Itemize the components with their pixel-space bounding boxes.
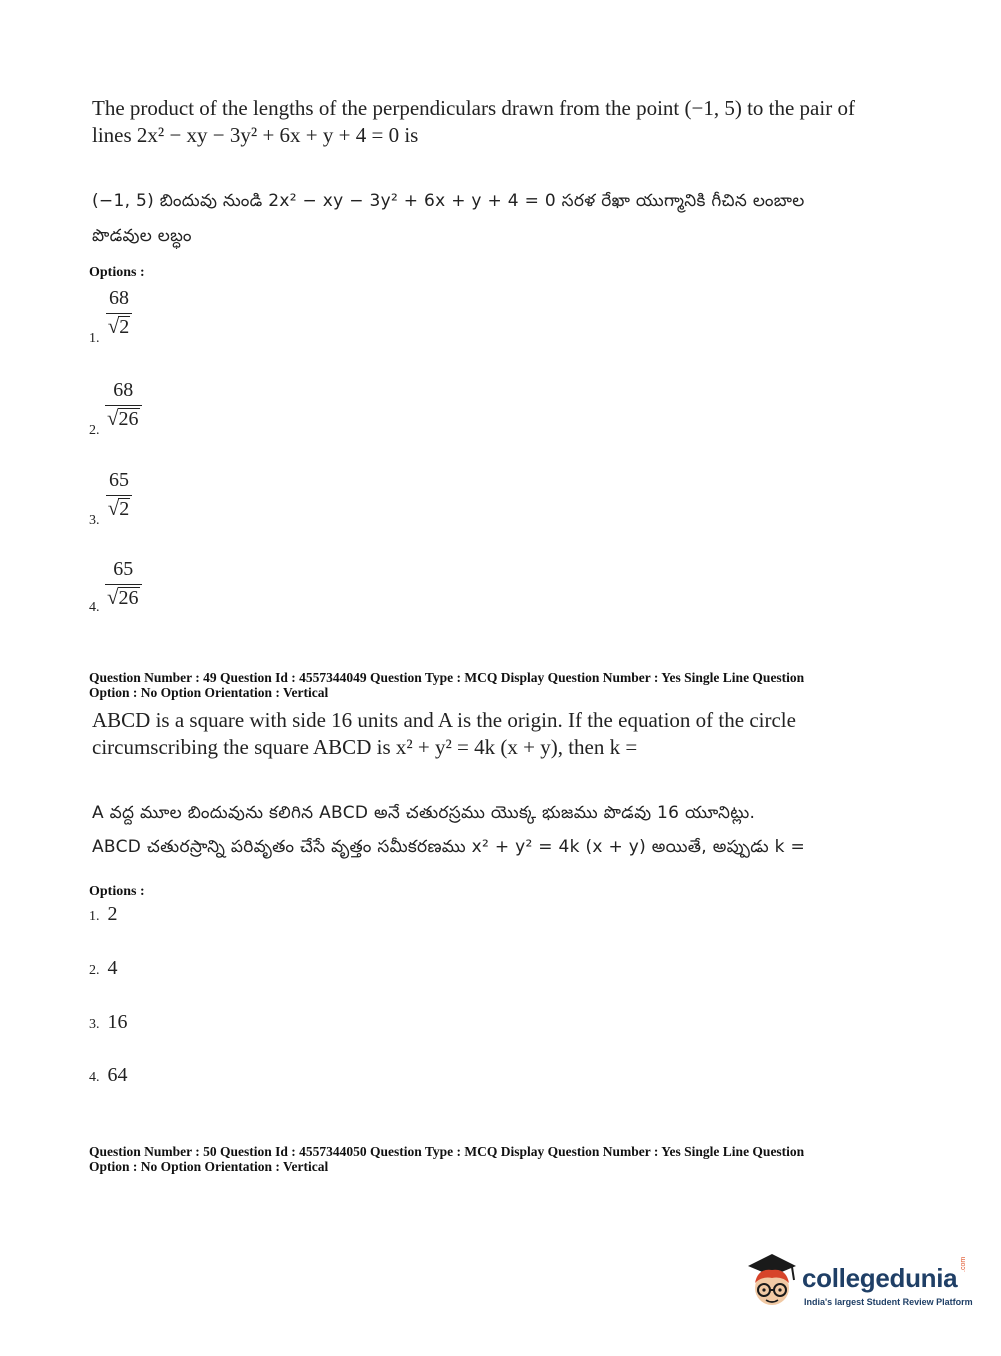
fraction: 68 √ 2 — [105, 287, 133, 339]
q49-option-1[interactable] — [89, 903, 118, 926]
option-number: 4. — [89, 600, 100, 615]
q48-text-te-line1: (−1, 5) బిందువు నుండి 2x² − xy − 3y² + 6x + y + 4 = 0 సరళ రేఖా యుగ్మానికి గీచిన లంబాల — [92, 191, 805, 211]
radicand: 2 — [119, 316, 130, 338]
q49-option-4[interactable] — [89, 1064, 128, 1087]
q49-text-en-line1: ABCD is a square with side 16 units and A is the origin. If the equation of the circle — [92, 708, 796, 732]
q49-text-te-line1: A వద్ద మూల బిందువును కలిగిన ABCD అనే చతురస్రము యొక్క భుజము పొడవు 16 యూనిట్లు. — [92, 803, 756, 823]
q49-option-3[interactable] — [89, 1011, 128, 1034]
option-number: 1. — [89, 331, 100, 346]
numerator: 65 — [113, 558, 134, 580]
numerator: 68 — [113, 379, 134, 401]
q49-options-label: Options : — [89, 884, 145, 899]
q49-meta-line2: Option : No Option Orientation : Vertical — [89, 685, 329, 700]
q48-options-label: Options : — [89, 265, 145, 280]
fraction: 65 √ 26 — [105, 558, 142, 610]
option-number: 2. — [89, 963, 100, 978]
radicand: 26 — [118, 408, 139, 430]
mascot-icon — [742, 1250, 802, 1312]
q48-text-te-line2: పొడవుల లబ్ధం — [92, 226, 192, 246]
numerator: 68 — [109, 287, 129, 309]
option-value: 64 — [107, 1064, 128, 1086]
logo-suffix: .com — [960, 1256, 967, 1272]
option-number: 3. — [89, 1017, 100, 1032]
radicand: 2 — [119, 498, 130, 520]
q49-meta-line1: Question Number : 49 Question Id : 4557344049 Question Type : MCQ Display Question Number : Yes Single Line Question — [89, 670, 805, 685]
option-number: 2. — [89, 423, 100, 438]
q48-text-en-line1: The product of the lengths of the perpendiculars drawn from the point (−1, 5) to the pair of — [92, 96, 855, 120]
radicand: 26 — [118, 587, 139, 609]
logo-tagline: India's largest Student Review Platform — [804, 1297, 973, 1307]
option-number: 1. — [89, 909, 100, 924]
q49-text-te-line2: ABCD చతురస్రాన్ని పరివృతం చేసే వృత్తం సమీకరణము x² + y² = 4k (x + y) అయితే, అప్పుడు k = — [92, 837, 806, 857]
q49-option-2[interactable] — [89, 957, 118, 980]
fraction: 68 √ 26 — [105, 379, 142, 431]
option-value: 4 — [107, 957, 118, 979]
q50-meta-line1: Question Number : 50 Question Id : 4557344050 Question Type : MCQ Display Question Number : Yes Single Line Question — [89, 1144, 805, 1159]
option-value: 2 — [107, 903, 118, 925]
fraction: 65 √ 2 — [105, 469, 133, 521]
option-value: 16 — [107, 1011, 128, 1033]
q48-text-en-line2: lines 2x² − xy − 3y² + 6x + y + 4 = 0 is — [92, 123, 419, 147]
option-number: 3. — [89, 513, 100, 528]
numerator: 65 — [109, 469, 129, 491]
q50-meta-line2: Option : No Option Orientation : Vertical — [89, 1159, 329, 1174]
option-number: 4. — [89, 1070, 100, 1085]
collegedunia-logo[interactable] — [742, 1250, 972, 1320]
q49-text-en-line2: circumscribing the square ABCD is x² + y² = 4k (x + y), then k = — [92, 735, 638, 759]
logo-name: collegedunia — [802, 1263, 958, 1293]
